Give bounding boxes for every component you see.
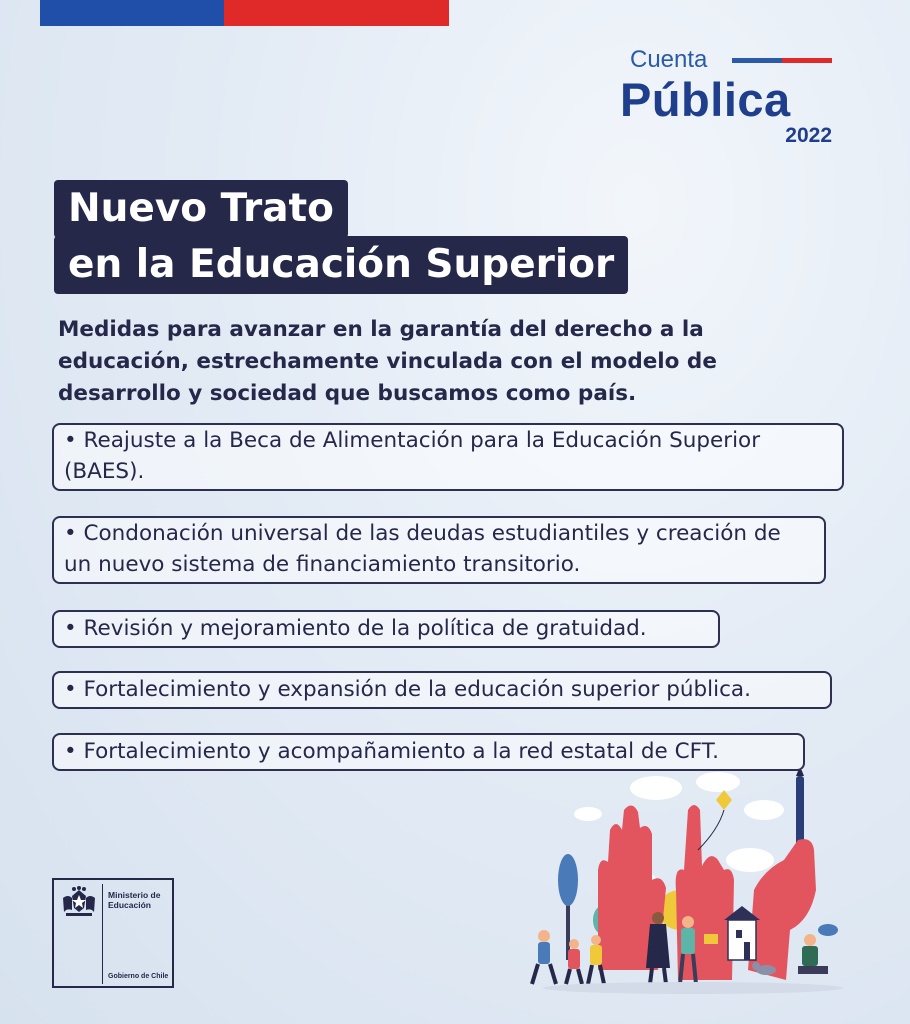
cuenta-publica-logo [616, 44, 846, 154]
chile-coat-of-arms-icon [60, 886, 98, 918]
intro-paragraph: Medidas para avanzar en la garantía del derecho a la educación, estrechamente vinculada con el modelo de desarrollo y sociedad que buscamos como país. [58, 317, 717, 406]
flag-stripe-blue [40, 0, 224, 26]
measure-item-educacion-publica: • Fortalecimiento y expansión de la educación superior pública. [52, 671, 832, 709]
measure-item-gratuidad: • Revisión y mejoramiento de la política de gratuidad. [52, 610, 720, 648]
ministry-logo [52, 878, 174, 988]
ministry-logo-divider [102, 884, 103, 984]
flag-stripe-red [224, 0, 449, 26]
page-title-line-2: en la Educación Superior [54, 236, 628, 294]
government-name: Gobierno de Chile [108, 973, 169, 980]
logo-divider [732, 58, 832, 63]
measure-item-cft: • Fortalecimiento y acompañamiento a la red estatal de CFT. [52, 733, 805, 771]
ministry-name: Ministerio de Educación [108, 890, 161, 910]
page-title-line-1: Nuevo Trato [54, 180, 348, 238]
logo-year: 2022 [785, 124, 832, 147]
raised-hands-people-illustration [528, 770, 858, 1000]
logo-cuenta-text: Cuenta [630, 46, 708, 73]
logo-publica-text: Pública [620, 73, 791, 126]
measure-item-condonacion: • Condonación universal de las deudas estudiantiles y creación de un nuevo sistema de financiamiento transitorio. [52, 516, 826, 584]
measure-item-baes: • Reajuste a la Beca de Alimentación para la Educación Superior (BAES). [52, 423, 844, 491]
